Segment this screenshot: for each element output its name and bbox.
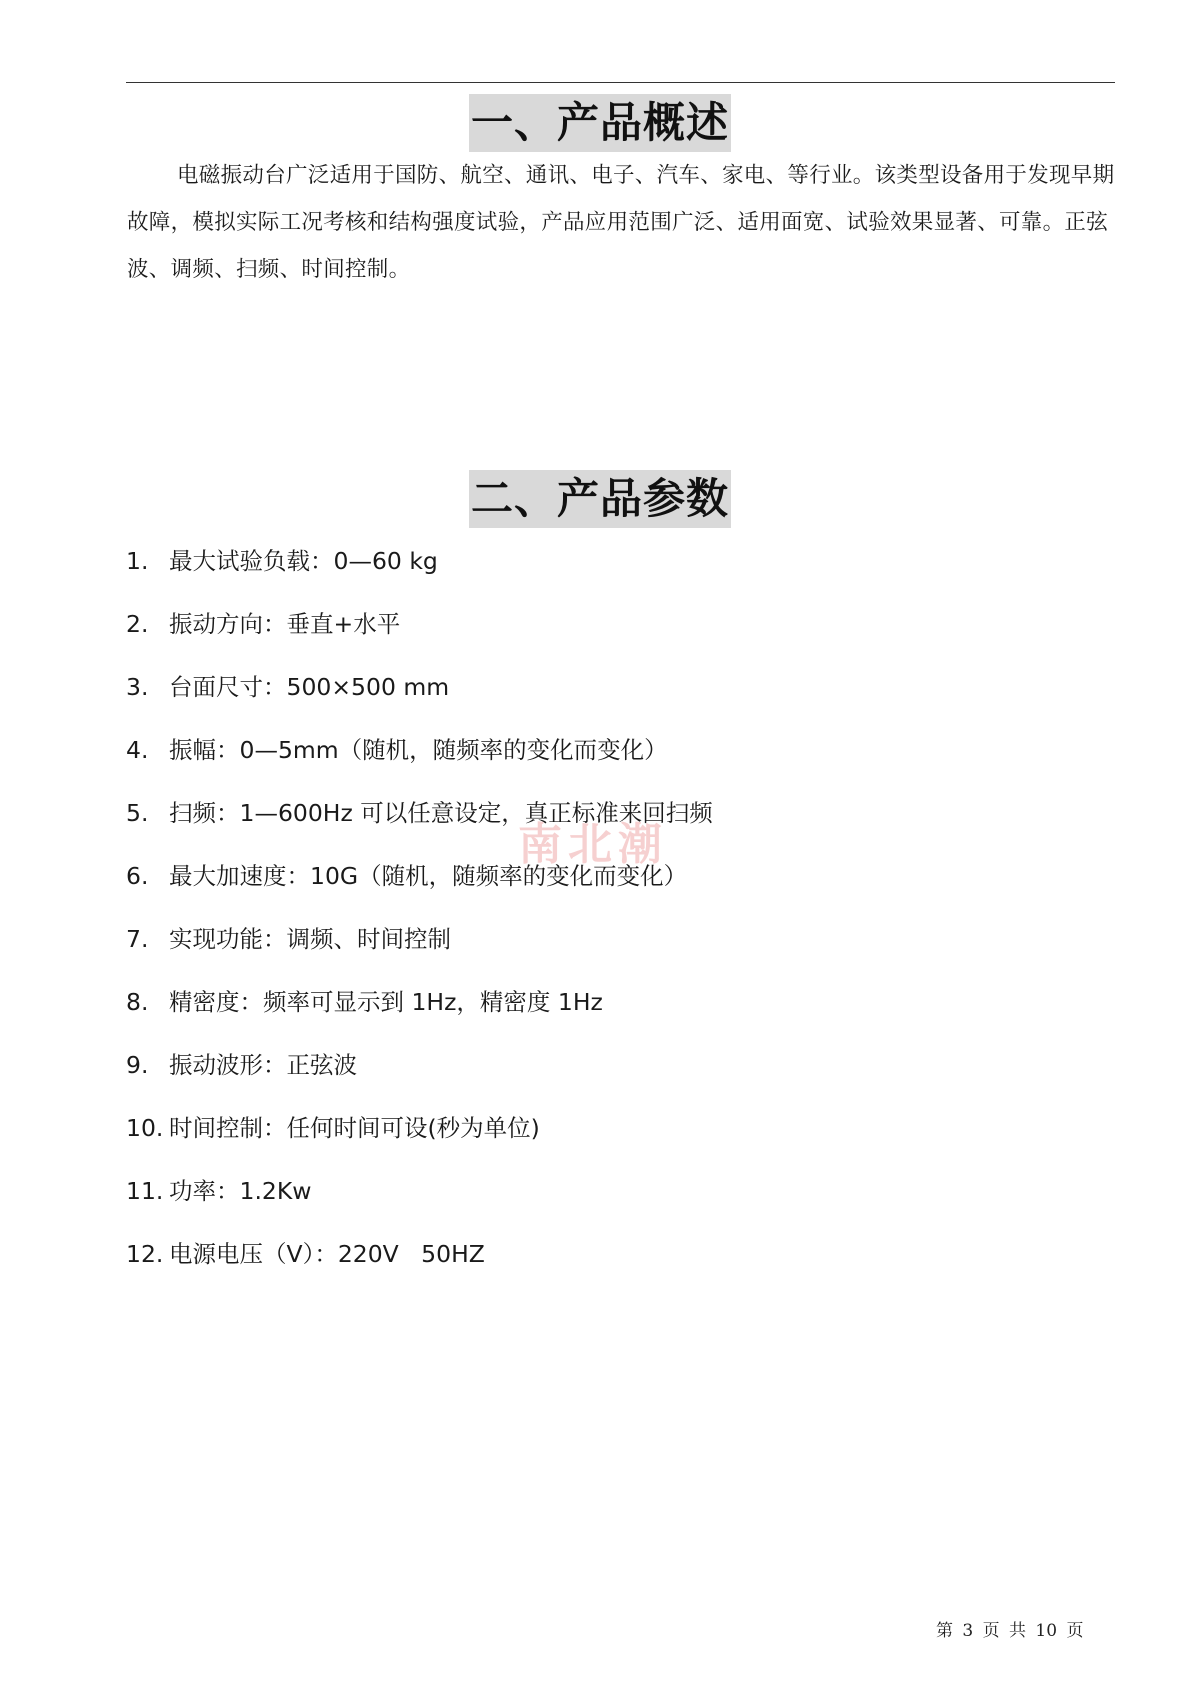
parameter-item <box>126 534 713 597</box>
parameter-text: 扫频：1—600Hz 可以任意设定，真正标准来回扫频 <box>169 799 713 827</box>
parameter-text: 振幅：0—5mm（随机，随频率的变化而变化） <box>169 736 668 764</box>
parameter-item <box>126 660 713 723</box>
parameter-number: 7. <box>126 925 149 953</box>
parameter-text: 实现功能：调频、时间控制 <box>169 925 451 953</box>
parameter-text: 精密度：频率可显示到 1Hz，精密度 1Hz <box>169 988 603 1016</box>
parameter-text: 时间控制：任何时间可设(秒为单位) <box>169 1114 540 1142</box>
parameter-number: 3. <box>126 673 149 701</box>
section-title-parameters-text: 二、产品参数 <box>469 470 731 528</box>
parameter-number: 11. <box>126 1177 164 1205</box>
parameter-number: 12. <box>126 1240 164 1268</box>
parameter-item <box>126 975 713 1038</box>
section-title-overview-text: 一、产品概述 <box>469 94 731 152</box>
section-title-overview <box>0 94 1200 152</box>
parameter-number: 6. <box>126 862 149 890</box>
overview-paragraph: 电磁振动台广泛适用于国防、航空、通讯、电子、汽车、家电、等行业。该类型设备用于发现早期故障，模拟实际工况考核和结构强度试验，产品应用范围广泛、适用面宽、试验效果显著、可靠。正弦波、调频、扫频、时间控制。 <box>127 163 1115 282</box>
parameter-text: 振动方向：垂直+水平 <box>169 610 401 638</box>
parameter-item <box>126 723 713 786</box>
parameter-number: 4. <box>126 736 149 764</box>
parameter-item <box>126 912 713 975</box>
parameter-text: 电源电压（V）：220V 50HZ <box>169 1240 485 1268</box>
parameter-text: 振动波形：正弦波 <box>169 1051 357 1079</box>
parameter-item <box>126 1101 713 1164</box>
parameter-number: 9. <box>126 1051 149 1079</box>
parameter-item <box>126 1038 713 1101</box>
watermark: 南北潮 <box>518 819 668 870</box>
parameter-list <box>126 534 713 1290</box>
parameter-number: 5. <box>126 799 149 827</box>
parameter-text: 最大加速度：10G（随机，随频率的变化而变化） <box>169 862 688 890</box>
parameter-item <box>126 1164 713 1227</box>
section-title-parameters <box>0 470 1200 528</box>
parameter-item <box>126 1227 713 1290</box>
header-rule <box>126 82 1115 83</box>
parameter-text: 台面尺寸：500×500 mm <box>169 673 450 701</box>
parameter-text: 功率：1.2Kw <box>169 1177 312 1205</box>
parameter-number: 8. <box>126 988 149 1016</box>
parameter-number: 2. <box>126 610 149 638</box>
parameter-text: 最大试验负载：0—60 kg <box>169 547 438 575</box>
parameter-item <box>126 597 713 660</box>
page-footer: 第 3 页 共 10 页 <box>936 1621 1084 1641</box>
parameter-number: 10. <box>126 1114 164 1142</box>
parameter-number: 1. <box>126 547 149 575</box>
